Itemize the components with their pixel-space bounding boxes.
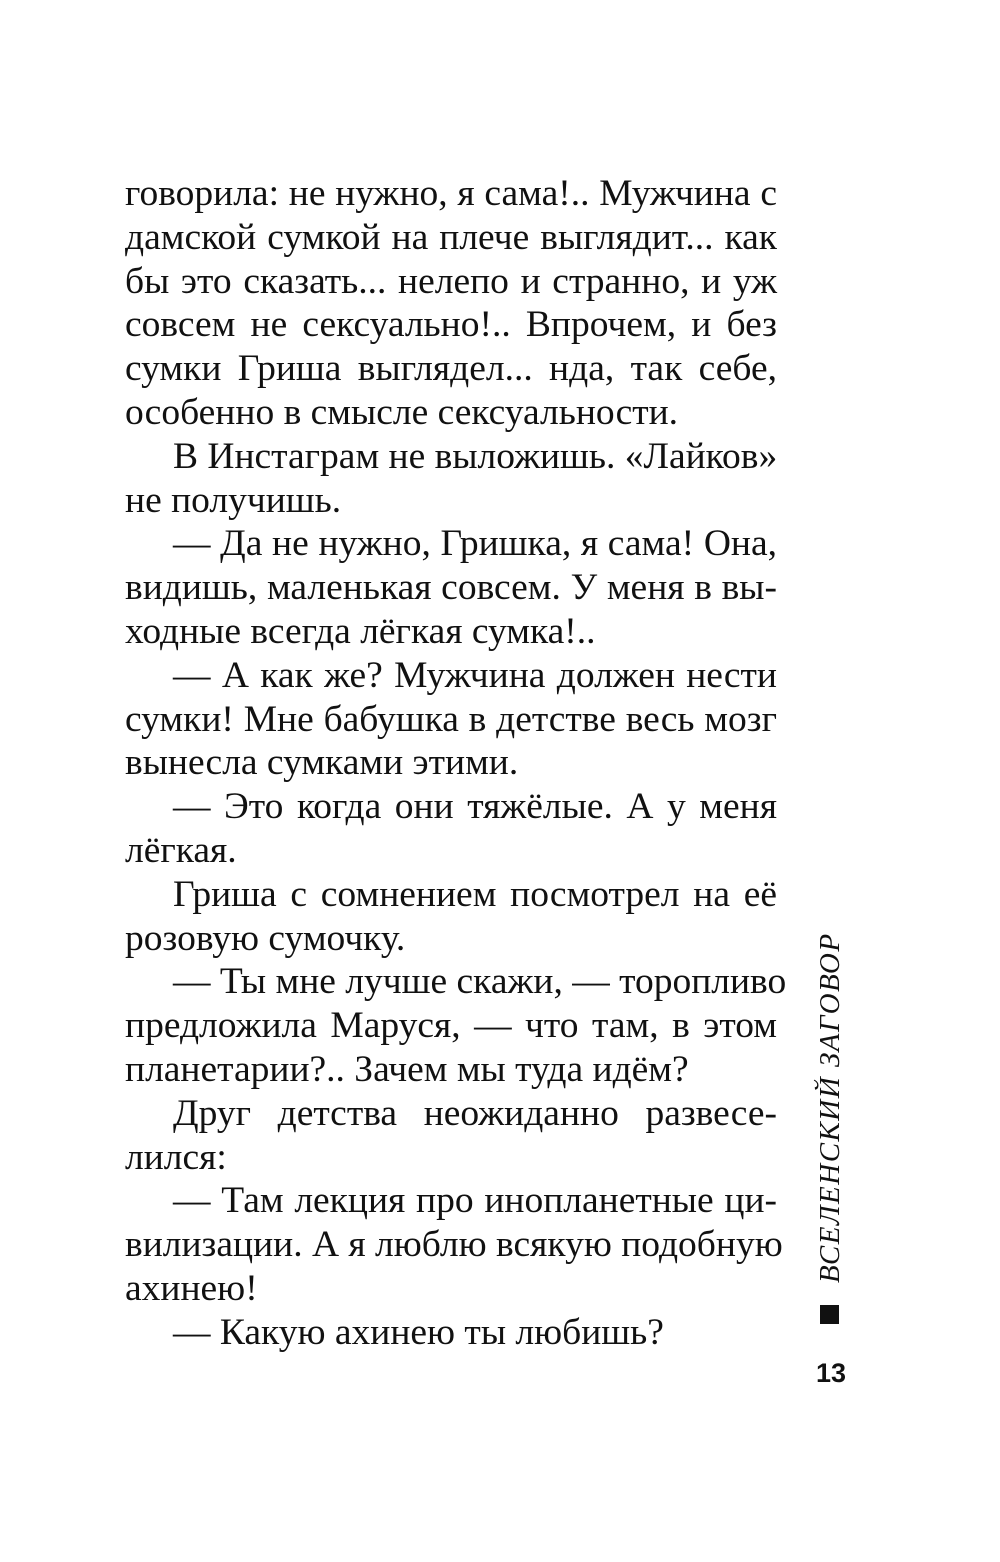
text-line: — Какую ахинею ты любишь?	[173, 1311, 664, 1353]
text-line: ходные всегда лёгкая сумка!..	[125, 610, 596, 652]
text-line: — Это когда они тяжёлые. А у меня	[173, 786, 777, 828]
text-line: видишь, маленькая совсем. У меня в вы-	[125, 567, 777, 609]
text-line: планетарии?.. Зачем мы туда идём?	[125, 1048, 689, 1090]
text-line: — Там лекция про инопланетные ци-	[173, 1180, 777, 1222]
text-line: сумки Гриша выглядел... нда, так себе,	[125, 348, 777, 390]
text-line: — А как же? Мужчина должен нести	[173, 654, 777, 696]
page-number: 13	[815, 1358, 846, 1388]
text-line: — Да не нужно, Гришка, я сама! Она,	[173, 523, 777, 565]
text-line: — Ты мне лучше скажи, — торопливо	[173, 961, 787, 1003]
text-line: Гриша с сомнением посмотрел на её	[173, 873, 777, 915]
text-line: сумки! Мне бабушка в детстве весь мозг	[125, 698, 777, 740]
text-line: розовую сумочку.	[125, 917, 406, 959]
text-line: бы это сказать... нелепо и странно, и уж	[125, 260, 777, 302]
text-line: В Инстаграм не выложишь. «Лайков»	[173, 435, 778, 477]
text-line: совсем не сексуально!.. Впрочем, и без	[125, 304, 777, 346]
text-line: ахинею!	[125, 1267, 258, 1309]
running-title: ВСЕЛЕНСКИЙ ЗАГОВОР	[814, 932, 846, 1283]
text-line: говорила: не нужно, я сама!.. Мужчина с	[125, 173, 777, 214]
text-line: вынесла сумками этими.	[125, 742, 519, 784]
text-line: предложила Маруся, — что там, в этом	[125, 1005, 777, 1047]
text-line: лился:	[125, 1136, 227, 1178]
text-line: Друг детства неожиданно развесе-	[173, 1092, 777, 1134]
text-line: вилизации. А я люблю всякую подобную	[125, 1224, 783, 1266]
text-line: не получишь.	[125, 479, 342, 521]
square-marker-icon	[820, 1305, 839, 1324]
text-line: дамской сумкой на плече выглядит... как	[125, 216, 777, 258]
body-text	[125, 172, 787, 1355]
text-line: лёгкая.	[125, 829, 237, 871]
text-line: особенно в смысле сексуальности.	[125, 391, 679, 433]
